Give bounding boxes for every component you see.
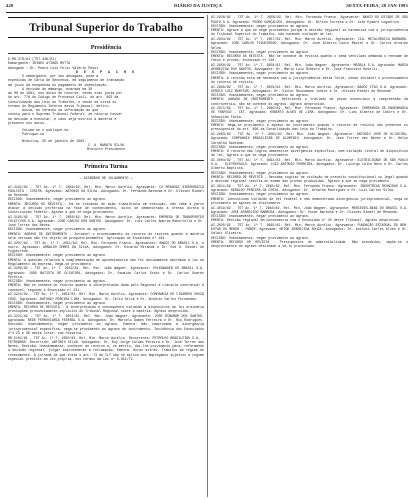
despacho-title: D E S P A C H O [75, 70, 137, 75]
case-decision: DECISÃO: Unanimemente, negar provimento ao agravo. [211, 23, 310, 28]
case-decision: DECISÃO: Unanimemente, negar provimento ao agravo. [211, 93, 310, 98]
closing-line: Intime-se e publique-se. [22, 129, 71, 133]
despacho-line: Assim, ao término da informação ao que [22, 109, 99, 113]
header-rule [6, 12, 408, 13]
despacho-line: de decisão a executar, e caso seja estrito à matéria e [8, 117, 117, 122]
case-entry: AI-3221/82 - TST Ac. 1ª T. 2654/82. Rel. Min. João Wagner. Agravante: JOSÉ RIBAMAR DOS SANTOS. Agravada: REDE FERROVIÁRIA FEDERAL S.A. Advogados: Dr. Marcelo Gomes Ferreira e Dr. Ruy Rodrigues. Decisão: Unanimemente, negar provimento ao agravo. Ementa: Não comprovada a divergência jurisprudencial específica, nega-se provimento ao agravo de instrumento. Incidência dos Enunciados nºs 23 e 38 desta Corte, com ressalva. [8, 313, 204, 335]
despacho-line: presente nos autos. [8, 121, 47, 126]
despacho-line: A decisão de embargo, exarada em 30 [22, 87, 93, 92]
case-decision: DECISÃO: Unanimemente, negar provimento ao agravo. [211, 192, 310, 197]
court-title: Tribunal Superior do Trabalho [8, 17, 204, 38]
case-entry: AI-2944/82 - TST Ac. 1ª T. 2657/82. Rel. Min. Marco Aurélio. Agravante: CIA. METALÚRGICA BARBARÁ. Agravado: JOSÉ CARLOS FIGUEIREDO. Advogados: Dr. José Alberto Couto Maciel e Dr. Carlos Arnaldo Selva. [211, 37, 408, 50]
case-entry: AI-3004/82 - TST Ac. 1ª T. 2662/82. Rel. Min. Marco Aurélio. Agravante: ELETRICIDADE DE SÃO PAULO S.A. - ELETROPAULO. Agravado: LUIZ ANTONIO FERREIRA. Advogados: Dr. Lycurgo Leite Neto e Dr. Carlos Alberto Baptista. [211, 157, 408, 171]
case-decision: DECISÃO: Unanimemente, negar provimento ao agravo. [8, 197, 107, 202]
case-entry: AI-2958/82 - TST Ac. 1ª T. 2658/82. Rel. Min. João Wagner. Agravante: MESBLA S.A. Agravada: MARIA APARECIDA DOS SANTOS. Advogados: Dr. Mário Luiz Ribeiro e Dr. José Francisco Boselli. [211, 62, 408, 72]
right-cases [211, 15, 408, 248]
case-decision: DECISÃO: Unanimemente, negar provimento ao agravo. [8, 279, 107, 284]
presidencia-despacho [8, 58, 204, 152]
column-divider [207, 15, 208, 497]
closing-line: Publique-se. [22, 133, 47, 138]
case-ementa: EMENTA: RECURSO DE REVISTA - Em se tratando de ação trabalhista em execução, não cabe à parte atacar a decisão proferida na fase de conhecimento, salvo se demonstrada a ofensa direta à Constituição Federal. Agravo a que se nega provimento. [8, 201, 204, 214]
case-ementa: EMENTA: Não se conhece do recurso quando a interpretação dada pelo Regional à cláusula contratual é razoável, segundo o Enunciado nº 221. [8, 283, 204, 292]
left-column [8, 15, 204, 497]
case-ementa: EMENTA: Agravo a que se nega provimento porque a decisão regional se harmoniza com a jurisprudência do Tribunal Superior do Trabalho, não havendo violação de lei. [211, 28, 408, 37]
case-ementa: EMENTA: RECURSO DE REVISTA - Descabe cogitar de violação de preceito constitucional ou legal quando a decisão regional resulta do exame das provas produzidas. Agravo a que se nega provimento. [211, 174, 408, 184]
presidencia-heading: Presidência [8, 42, 204, 54]
case-ementa: EMENTA: A questão relativa à complementação de aposentadoria não foi devidamente abordada à luz do Regulamento da empresa. Nega-se provimento. [8, 257, 204, 266]
left-cases [8, 185, 204, 362]
place-date: Brasília, 25 de janeiro de 1983. [22, 139, 87, 144]
despacho-line: termos do Regimento Interno deste Tribunal, defiro. [8, 104, 111, 109]
signature-name: C. A. BARATA SILVA [87, 143, 125, 148]
case-decision: DECISÃO: Unanimemente, negar provimento ao agravo. [211, 71, 310, 76]
issue-date: SEXTA-FEIRA, 28 JAN 1983 [346, 3, 408, 8]
right-column [211, 15, 408, 497]
case-decision: DECISÃO: Unanimemente, negar provimento ao agravo. [211, 170, 310, 175]
case-entry: RR-5102/81 - TST Ac. 1ª T. 2655/82. Rel. Min. Marco Aurélio. Recorrente: PETRÓLEO BRASILEIRO S.A. - PETROBRÁS. Recorrido: ANTONIO SILVA. Advogados: Dr. Ruy Jorge Caldas Pereira e Dr. José Torres das Neves. Decisão: Unanimemente, conhecer do recurso e, no mérito, dar-lhe provimento para, reformando a decisão regional, julgar improcedente a reclamação. Ementa: Horas extras. Trabalho em regime de revezamento. A jornada de que trata o art. 73 da CLT não se aplica aos empregados sujeitos a regime especial previsto em lei própria, nos termos da Lei nº 5.811/72. [8, 335, 204, 361]
case-ementa: EMENTA: Inexistindo violação de lei federal e não demonstrada divergência jurisprudencial, nega-se provimento ao agravo de instrumento. [211, 196, 408, 205]
despacho-line: consta para o Supremo Tribunal Federal, se recurso houver [8, 113, 123, 118]
parties-line: Advogado : Dr. Pedro Luis Felix Valério Pessi [8, 66, 99, 71]
case-ementa: EMENTA: Decisão regional em consonância com o Enunciado nº 45 deste Tribunal. Agravo desprovido. [211, 218, 401, 223]
case-entry: AI-3195/82 - TST Ac. 1ª T. 2650/82. Rel. Min. Marco Aurélio. Agravante: EMPRESA DE TRANSPORTES COLETIVOS S.A. Agravado: JOSÉ CARLOS DOS SANTOS. Advogados: Dr. Luiz Carlos Amorim Robortella e Dr. José Torres das Neves. [8, 214, 204, 228]
despacho-line: Consolidação das Leis do Trabalho, e tendo em vista os [8, 100, 117, 105]
case-entry: AI-2971/82 - TST Ac. 1ª T. 2660/82. Rel. Min. Fernando Franco. Agravante: COMPANHIA DE ENGENHARIA DE TRÁFEGO - CET. Agravado: ROBERTO ALVES DE LIMA. Advogados: Dr. Lino Alberto de Castro e Dr. Sebastião Faria. [211, 106, 408, 119]
case-entry: AI-3207/82 - TST Ac. 1ª T. 2651/82. Rel. Min. Fernando Franco. Agravantes: BANCO DO BRASIL S.A. e outro. Agravado: ARNALDO GOMES DA SILVA. Advogados: Dr. Ricardo Miranda e Dr. Sid H. Riedel de Figueiredo. [8, 240, 204, 254]
case-ementa: EMENTA: RECURSO DE REVISTA - Pressupostos de admissibilidade. Não atendidos, impõe-se o desprovimento do agravo destinado a vê-lo processado. [211, 239, 408, 249]
case-ementa: EMENTA: RECURSO DE REVISTA - Não se conhece de revista quando o tema ventilado demanda o reexame de fatos e provas. Enunciado nº 126. [211, 54, 408, 63]
despacho-line: O embargante, por seu advogado, pede a [22, 75, 99, 79]
parties-line: Embargante: IRINEU ATIRAS MOTTA [8, 62, 71, 67]
case-decision: DECISÃO: Unanimemente, negar provimento ao agravo. [211, 49, 310, 54]
case-decision: DECISÃO: Unanimemente, negar provimento ao agravo. [8, 300, 107, 305]
case-entry: AI-3025/82 - TST Ac. 1ª T. 2665/82. Rel. Min. Marco Aurélio. Agravante: FUNDAÇÃO ESTADUAL DO BEM-ESTAR DO MENOR - FEBEM. Agravada: NEIDE APARECIDA SOUZA. Advogados: Dr. Antônio Carlos Alves e Dr. Valdir Oliveira. [211, 222, 408, 236]
case-ementa: EMENTA: RECURSO DE REVISTA - A interpretação e consequente violação a dispositivo de lei ordinária pressupõem pronunciamento explícito do Tribunal Regional sobre a matéria. Agravo desprovido. [8, 305, 204, 314]
case-decision: DECISÃO: Unanimemente, negar provimento ao agravo. [211, 235, 310, 240]
journal-name: DIÁRIO DA JUSTIÇA [174, 3, 222, 8]
turma-heading: Primeira Turma [8, 160, 204, 173]
case-entry: AI-3011/82 - TST Ac. 1ª T. 2663/82. Rel. Min. Fernando Franco. Agravante: INDÚSTRIAS REUNIDAS S.A. Agravado: GERALDO PEREIRA DA COSTA. Advogados: Dr. Arnaldo Rodrigues e Dr. Luiz Carlos Silva. [211, 183, 408, 193]
case-entry: AI-3215/82 - TST Ac. 1ª T. 2653/82. Rel. Min. Marco Aurélio. Agravante: COMPANHIA DE CIGARROS SOUZA CRUZ. Agravado: ANTONIO PEREIRA LIMA. Advogados: Dr. Célio Silva e Dr. Antônio Carlos Fernandes. [8, 292, 204, 301]
case-ementa: EMENTA: AGRAVO DE INSTRUMENTO - Deficiente o traslado de peças essenciais à compreensão da controvérsia, não se conhece do agravo. Agravo desprovido. [211, 97, 408, 106]
despacho-line: expedição de Carta de Sentença, em seguimento de transação [8, 79, 125, 84]
page-number: 420 [6, 3, 14, 8]
turma-subheading: — ACÓRDÃOS DE JULGAMENTO — [79, 177, 133, 182]
despacho-line: em juízo da exeqüenda no pagamento de indenização. [8, 83, 109, 88]
case-reference: E-RR-379/81 (TST-448/81) [8, 58, 57, 62]
case-ementa: EMENTA: A revisão está em harmonia com a jurisprudência desta Corte, sendo inviável o processamento do recurso de revista. [211, 75, 408, 84]
signature-title: Ministro Presidente [86, 148, 126, 152]
case-entry: AI-3209/82 - TST Ac. 1ª T. 2652/82. Rel. Min. João Wagner. Agravante: VOLKSWAGEN DO BRASIL S.A. Agravado: JOÃO BATISTA DE OLIVEIRA. Advogados: Dr. Oswaldo Carlos Stein e Dr. Carlos Soares Pereira. [8, 266, 204, 279]
despacho-line: de 09 de 1981, nos autos de recurso, tendo sido junta por [8, 92, 123, 96]
case-ementa: EMENTA: O recurso não logrou demonstrar divergência específica, nem violação literal de dispositivo de lei. Agravo a que se nega provimento. [211, 149, 408, 158]
case-entry: AI-2983/82 - TST Ac. 1ª T. 2661/82. Rel. Min. João Wagner. Agravante: ANTONIO JOSÉ DE OLIVEIRA. Agravada: COMPANHIA BRASILEIRA DE ALUMÍNIO. Advogados: Dr. José Torres das Neves e Dr. Hélio Carvalho Santana. [211, 132, 408, 145]
case-ementa: EMENTA: Nega-se provimento a agravo de instrumento quando o recurso de revista não preenche os pressupostos do art. 896 da Consolidação das Leis do Trabalho. [211, 123, 408, 132]
case-entry: AI-3191/82 - TST Ac. 1ª T. 2649/82. Rel. Min. Marco Aurélio. Agravante: CO MPANHIA SIDERÚRGICA PAULISTA - COSIPA. Agravado: ANTONIO DA SILVA. Advogados: Dr. Fernando Barbosa e Dr. Ulisses Riedel de Resende. [8, 184, 204, 197]
case-decision: DECISÃO: Unanimemente, negar provimento ao agravo. [8, 253, 107, 258]
despacho-line: do art. 778 do Código de Processo Civil, do art. 893 da [8, 96, 119, 101]
case-decision: DECISÃO: Unanimemente, negar provimento ao agravo. [8, 227, 107, 232]
case-decision: DECISÃO: Unanimemente, negar provimento ao agravo. [211, 118, 310, 123]
case-decision: DECISÃO: Unanimemente, negar provimento ao agravo. [211, 144, 310, 149]
case-decision: DECISÃO: Unanimemente, negar provimento ao agravo. [211, 214, 310, 219]
case-ementa: EMENTA: AGRAVO DE INSTRUMENTO - Inviável o processamento de recurso de revista quando a matéria nele versada não foi objeto de prequestionamento. Aplicação do Enunciado nº 184. [8, 231, 204, 240]
case-entry: AI-2966/82 - TST Ac. 1ª T. 2659/82. Rel. Min. Marco Aurélio. Agravante: BANCO ITAÚ S.A. Agravado: SÉRGIO LUIZ MARTINS. Advogados: Dr. Victor Russomano Júnior e Dr. Ulisses Riedel de Resende. [211, 84, 408, 93]
case-entry: AI-3019/82 - TST Ac. 1ª T. 2664/82. Rel. Min. João Wagner. Agravante: MERCEDES-BENZ DO BRASIL S.A. Agravado: JOSÉ APARECIDO BARBOSA. Advogados: Dr. Oscar Barbosa e Dr. Ulisses Riedel de Resende. [211, 205, 408, 214]
case-entry: AI-2926/82 - TST Ac. 1ª T. 2656/82. Rel. Min. Fernando Franco. Agravante: BANCO DO ESTADO DE SÃO PAULO S.A. Agravado: PEDRO GONÇALVES. Advogados: Dr. Nilton Correia e Dr. José Eymard Loguércio. [211, 15, 408, 24]
